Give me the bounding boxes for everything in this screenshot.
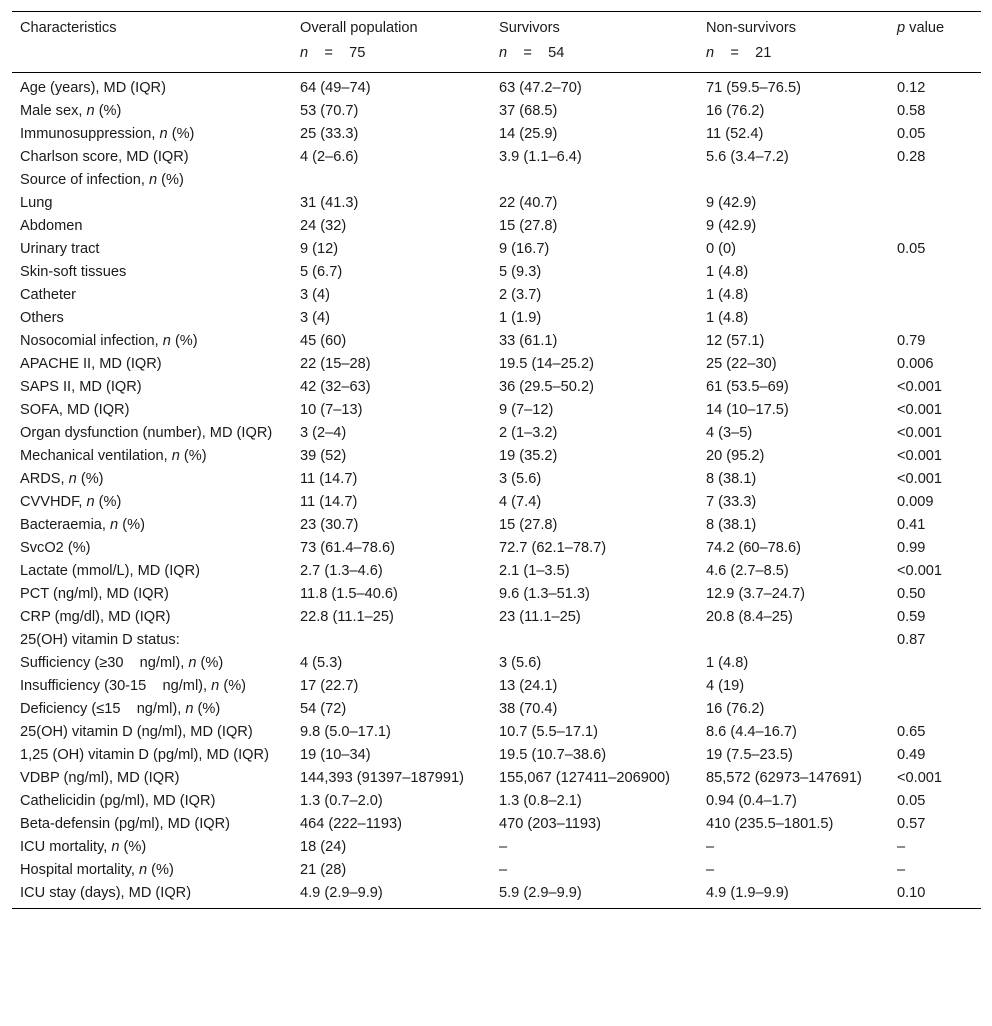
row-label-unit: (%) [193, 701, 221, 717]
cell-nonsurvivors: 12.9 (3.7–24.7) [706, 586, 805, 602]
row-label-unit: (%) [219, 678, 247, 694]
cell-nonsurvivors: 410 (235.5–1801.5) [706, 816, 834, 832]
cell-nonsurvivors: 20 (95.2) [706, 448, 765, 464]
row-label: Others [20, 310, 64, 326]
row-label [12, 100, 292, 123]
cell-p-value: 0.10 [889, 882, 981, 909]
table-row [12, 813, 981, 836]
table-row [12, 583, 981, 606]
header-characteristics: Characteristics [12, 12, 292, 45]
cell-overall: 31 (41.3) [300, 195, 359, 211]
header-p-text: value [905, 20, 945, 36]
cell-survivors: 15 (27.8) [499, 517, 558, 533]
cell-survivors: 5 (9.3) [499, 264, 542, 280]
cell-nonsurvivors: – [706, 862, 715, 878]
cell-p-value: – [897, 839, 906, 855]
cell-p-value: 0.65 [897, 724, 926, 740]
row-label: ICU stay (days), MD (IQR) [12, 882, 292, 909]
cell-survivors: 72.7 (62.1–78.7) [499, 540, 607, 556]
cell-overall: 45 (60) [300, 333, 347, 349]
n-value-survivors: 54 [548, 45, 565, 61]
table-row [12, 123, 981, 146]
cell-nonsurvivors: 5.6 (3.4–7.2) [706, 149, 789, 165]
table-row [12, 744, 981, 767]
row-label-n-symbol: n [86, 103, 95, 119]
row-label [12, 330, 292, 353]
row-label-unit: (%) [118, 517, 145, 533]
cell-nonsurvivors: 20.8 (8.4–25) [706, 609, 793, 625]
cell-p-value: 0.05 [897, 793, 926, 809]
row-label: Beta-defensin (pg/ml), MD (IQR) [20, 816, 231, 832]
cell-survivors: 470 (203–1193) [499, 816, 601, 832]
cell-nonsurvivors: 1 (4.8) [706, 287, 749, 303]
cell-nonsurvivors: 4.9 (1.9–9.9) [698, 882, 889, 909]
n-value-overall: 75 [349, 45, 366, 61]
cell-p-value [889, 284, 981, 307]
cell-overall: 10 (7–13) [300, 402, 363, 418]
row-label-unit: (%) [157, 172, 184, 188]
row-label [12, 169, 292, 192]
cell-p-value: <0.001 [897, 425, 943, 441]
row-label-n-symbol: n [111, 839, 120, 855]
cell-overall: 54 (72) [300, 701, 347, 717]
cell-survivors: 19 (35.2) [499, 448, 558, 464]
cell-nonsurvivors: 9 (42.9) [706, 195, 757, 211]
cell-p-value: 0.99 [897, 540, 926, 556]
row-label-n-symbol: n [162, 333, 171, 349]
table-row [12, 73, 981, 101]
n-equals: = [308, 45, 350, 61]
cell-nonsurvivors [698, 169, 889, 192]
cell-overall: 2.7 (1.3–4.6) [300, 563, 383, 579]
cell-overall: 24 (32) [300, 218, 347, 234]
row-label [12, 698, 292, 721]
table-row [12, 606, 981, 629]
row-label-unit: (%) [147, 862, 174, 878]
cell-nonsurvivors: 8 (38.1) [706, 517, 757, 533]
table-row [12, 422, 981, 445]
cell-p-value: <0.001 [897, 471, 943, 487]
row-label-unit: (%) [94, 494, 122, 510]
cell-nonsurvivors: 16 (76.2) [706, 103, 765, 119]
cell-overall: 64 (49–74) [300, 80, 371, 96]
header-n-empty [12, 44, 292, 73]
cell-p-value [889, 261, 981, 284]
cell-p-value: 0.50 [897, 586, 926, 602]
cell-overall: 11 (14.7) [300, 471, 358, 487]
row-label-n-symbol: n [188, 655, 197, 671]
cell-nonsurvivors: 19 (7.5–23.5) [706, 747, 793, 763]
cell-survivors: 3 (5.6) [499, 655, 542, 671]
row-label-n-symbol: n [110, 517, 119, 533]
cell-overall: 17 (22.7) [300, 678, 359, 694]
cell-p-value [889, 192, 981, 215]
table-row [12, 353, 981, 376]
cell-overall: 18 (24) [300, 839, 347, 855]
cell-nonsurvivors: 0 (0) [706, 241, 737, 257]
cell-nonsurvivors: 4 (3–5) [706, 425, 753, 441]
row-label-unit: (%) [94, 103, 122, 119]
cell-nonsurvivors: 1 (4.8) [706, 655, 749, 671]
row-label: 25(OH) vitamin D (ng/ml), MD (IQR) [20, 724, 253, 740]
cell-overall: 22.8 (11.1–25) [300, 609, 394, 625]
cell-p-value: 0.12 [897, 80, 926, 96]
cell-p-value: <0.001 [897, 448, 943, 464]
row-label-unit: (%) [196, 655, 224, 671]
cell-nonsurvivors: 11 (52.4) [706, 126, 764, 142]
cell-p-value: 0.49 [897, 747, 926, 763]
row-label-n-symbol: n [138, 862, 148, 878]
row-label-text: Male sex, [20, 103, 87, 119]
cell-survivors: 1.3 (0.8–2.1) [499, 793, 582, 809]
cell-overall: 11.8 (1.5–40.6) [300, 586, 398, 602]
cell-p-value: 0.57 [897, 816, 926, 832]
table-row [12, 192, 981, 215]
cell-overall: 21 (28) [300, 862, 347, 878]
table-row [12, 399, 981, 422]
row-label-n-symbol: n [211, 678, 220, 694]
row-label: SvcO2 (%) [20, 540, 91, 556]
table-row [12, 169, 981, 192]
header-n-nonsurvivors [698, 44, 889, 73]
cell-overall: 4 (2–6.6) [300, 149, 359, 165]
n-equals: = [507, 45, 549, 61]
cell-nonsurvivors: 0.94 (0.4–1.7) [706, 793, 797, 809]
cell-survivors: 38 (70.4) [499, 701, 558, 717]
cell-overall: 3 (2–4) [300, 425, 347, 441]
cell-overall: 22 (15–28) [300, 356, 371, 372]
row-label-n-symbol: n [159, 126, 168, 142]
row-label-text: CVVHDF, [20, 494, 87, 510]
row-label-n-symbol: n [171, 448, 180, 464]
cell-nonsurvivors [698, 629, 889, 652]
cell-survivors: 14 (25.9) [499, 126, 558, 142]
cell-overall: 23 (30.7) [300, 517, 359, 533]
row-label-unit: (%) [179, 448, 207, 464]
row-label [12, 675, 292, 698]
row-label: Urinary tract [20, 241, 100, 257]
cell-survivors: – [499, 862, 508, 878]
cell-nonsurvivors: – [706, 839, 715, 855]
row-label: Skin-soft tissues [20, 264, 127, 280]
row-label: Charlson score, MD (IQR) [20, 149, 189, 165]
cell-overall: 53 (70.7) [300, 103, 359, 119]
cell-nonsurvivors: 16 (76.2) [706, 701, 765, 717]
row-label: CRP (mg/dl), MD (IQR) [20, 609, 171, 625]
row-label: APACHE II, MD (IQR) [20, 356, 162, 372]
row-label [12, 123, 292, 146]
table-row [12, 560, 981, 583]
row-label: Lactate (mmol/L), MD (IQR) [20, 563, 201, 579]
cell-p-value: 0.006 [897, 356, 934, 372]
header-row [12, 12, 981, 45]
cell-p-value [889, 307, 981, 330]
cell-p-value [889, 652, 981, 675]
cell-nonsurvivors: 71 (59.5–76.5) [706, 80, 801, 96]
cell-survivors: 2 (3.7) [499, 287, 542, 303]
table-row [12, 698, 981, 721]
cell-nonsurvivors: 7 (33.3) [706, 494, 757, 510]
cell-survivors [491, 169, 698, 192]
row-label: Organ dysfunction (number), MD (IQR) [20, 425, 273, 441]
cell-nonsurvivors: 4 (19) [706, 678, 745, 694]
cell-overall [292, 169, 491, 192]
cell-nonsurvivors: 12 (57.1) [706, 333, 765, 349]
cell-survivors: 155,067 (127411–206900) [499, 770, 670, 786]
row-label [12, 514, 292, 537]
table-row [12, 836, 981, 859]
table-row [12, 238, 981, 261]
row-label-unit: (%) [170, 333, 198, 349]
row-label [12, 836, 292, 859]
row-label: Lung [20, 195, 53, 211]
table-row [12, 882, 981, 909]
row-label-text: Immunosuppression, [20, 126, 160, 142]
cell-overall: 5 (6.7) [300, 264, 343, 280]
table-row [12, 100, 981, 123]
row-label-text: Insufficiency (30-15 ng/ml), [20, 678, 212, 694]
cell-overall: 25 (33.3) [300, 126, 359, 142]
cell-survivors: 2.1 (1–3.5) [499, 563, 570, 579]
cell-overall: 4 (5.3) [300, 655, 343, 671]
table-row [12, 261, 981, 284]
table-row [12, 629, 981, 652]
row-label-text: Source of infection, [20, 172, 149, 188]
table-header [12, 12, 981, 73]
cell-nonsurvivors: 9 (42.9) [706, 218, 757, 234]
cell-overall: 3 (4) [300, 287, 331, 303]
row-label [12, 445, 292, 468]
row-label: Cathelicidin (pg/ml), MD (IQR) [20, 793, 216, 809]
row-label-text: Nosocomial infection, [20, 333, 163, 349]
cell-p-value [889, 215, 981, 238]
header-p-value [889, 12, 981, 45]
cell-survivors [491, 629, 698, 652]
row-label: PCT (ng/ml), MD (IQR) [20, 586, 169, 602]
cell-p-value: – [897, 862, 906, 878]
row-label: Catheter [20, 287, 76, 303]
header-nonsurvivors: Non-survivors [698, 12, 889, 45]
cell-overall: 3 (4) [300, 310, 331, 326]
row-label: Abdomen [20, 218, 83, 234]
cell-p-value: 0.28 [897, 149, 926, 165]
cell-overall: 39 (52) [300, 448, 347, 464]
row-label-text: Mechanical ventilation, [20, 448, 172, 464]
header-overall: Overall population [292, 12, 491, 45]
table-row [12, 307, 981, 330]
cell-overall: 9.8 (5.0–17.1) [300, 724, 391, 740]
cell-p-value [889, 169, 981, 192]
table-row [12, 721, 981, 744]
cell-survivors: 9.6 (1.3–51.3) [499, 586, 590, 602]
row-label-unit: (%) [76, 471, 104, 487]
cell-survivors: 9 (16.7) [499, 241, 550, 257]
header-n-survivors [491, 44, 698, 73]
row-label-n-symbol: n [185, 701, 194, 717]
row-label [12, 491, 292, 514]
header-n-row [12, 44, 981, 73]
cell-nonsurvivors: 61 (53.5–69) [706, 379, 789, 395]
row-label [12, 859, 292, 882]
cell-survivors: 9 (7–12) [499, 402, 554, 418]
table-row [12, 537, 981, 560]
row-label-n-symbol: n [86, 494, 95, 510]
cell-survivors: 3 (5.6) [499, 471, 542, 487]
cell-p-value: 0.05 [897, 241, 926, 257]
cell-nonsurvivors: 8 (38.1) [706, 471, 757, 487]
cell-overall: 42 (32–63) [300, 379, 371, 395]
cell-survivors: 13 (24.1) [499, 678, 558, 694]
row-label-text: Deficiency (≤15 ng/ml), [20, 701, 186, 717]
cell-p-value: <0.001 [897, 770, 943, 786]
header-n-p-empty [889, 44, 981, 73]
header-survivors: Survivors [491, 12, 698, 45]
header-p-symbol: p [897, 20, 906, 36]
cell-p-value: 0.41 [897, 517, 926, 533]
cell-overall: 144,393 (91397–187991) [300, 770, 464, 786]
table-row [12, 652, 981, 675]
row-label: VDBP (ng/ml), MD (IQR) [20, 770, 180, 786]
table-row [12, 767, 981, 790]
row-label-unit: (%) [167, 126, 195, 142]
row-label-text: Sufficiency (≥30 ng/ml), [20, 655, 189, 671]
row-label: Age (years), MD (IQR) [20, 80, 166, 96]
cell-overall [292, 629, 491, 652]
table-row [12, 445, 981, 468]
characteristics-table [12, 11, 981, 909]
cell-survivors: 22 (40.7) [499, 195, 558, 211]
cell-p-value: 0.009 [897, 494, 934, 510]
row-label: SAPS II, MD (IQR) [20, 379, 142, 395]
n-equals: = [714, 45, 756, 61]
cell-overall: 9 (12) [300, 241, 339, 257]
cell-survivors: 15 (27.8) [499, 218, 558, 234]
cell-survivors: 5.9 (2.9–9.9) [491, 882, 698, 909]
cell-p-value: <0.001 [897, 379, 943, 395]
cell-nonsurvivors: 25 (22–30) [706, 356, 777, 372]
cell-survivors: 1 (1.9) [499, 310, 542, 326]
table-row [12, 146, 981, 169]
cell-p-value: <0.001 [897, 402, 943, 418]
table-row [12, 330, 981, 353]
cell-nonsurvivors: 14 (10–17.5) [706, 402, 789, 418]
table-row [12, 284, 981, 307]
row-label: 1,25 (OH) vitamin D (pg/ml), MD (IQR) [20, 747, 269, 763]
table-row [12, 859, 981, 882]
cell-overall: 11 (14.7) [300, 494, 358, 510]
row-label-text: Hospital mortality, [20, 862, 139, 878]
cell-survivors: 4 (7.4) [499, 494, 542, 510]
table-row [12, 376, 981, 399]
row-label [12, 468, 292, 491]
cell-survivors: 10.7 (5.5–17.1) [499, 724, 598, 740]
row-label-n-symbol: n [68, 471, 77, 487]
row-label [12, 652, 292, 675]
cell-p-value: 0.58 [897, 103, 926, 119]
row-label: 25(OH) vitamin D status: [20, 632, 180, 648]
cell-survivors: 2 (1–3.2) [499, 425, 558, 441]
cell-survivors: 19.5 (14–25.2) [499, 356, 594, 372]
cell-overall: 4.9 (2.9–9.9) [292, 882, 491, 909]
n-symbol: n [300, 45, 309, 61]
cell-nonsurvivors: 1 (4.8) [706, 310, 749, 326]
table-body [12, 73, 981, 909]
n-symbol: n [706, 45, 715, 61]
header-n-overall [292, 44, 491, 73]
cell-nonsurvivors: 4.6 (2.7–8.5) [706, 563, 789, 579]
table-row [12, 491, 981, 514]
cell-overall: 73 (61.4–78.6) [300, 540, 395, 556]
table-row [12, 514, 981, 537]
cell-survivors: – [499, 839, 508, 855]
cell-p-value [889, 698, 981, 721]
table-row [12, 790, 981, 813]
row-label-unit: (%) [119, 839, 147, 855]
row-label-text: ARDS, [20, 471, 69, 487]
cell-survivors: 19.5 (10.7–38.6) [499, 747, 607, 763]
cell-overall: 464 (222–1193) [300, 816, 402, 832]
cell-p-value: 0.05 [897, 126, 926, 142]
cell-nonsurvivors: 74.2 (60–78.6) [706, 540, 801, 556]
table-row [12, 215, 981, 238]
table-row [12, 468, 981, 491]
row-label-n-symbol: n [149, 172, 158, 188]
cell-nonsurvivors: 8.6 (4.4–16.7) [706, 724, 797, 740]
cell-survivors: 37 (68.5) [499, 103, 558, 119]
n-value-nonsurvivors: 21 [755, 45, 772, 61]
cell-p-value: 0.79 [897, 333, 926, 349]
row-label-text: ICU mortality, [20, 839, 112, 855]
row-label-text: Bacteraemia, [20, 517, 111, 533]
row-label: SOFA, MD (IQR) [20, 402, 130, 418]
cell-nonsurvivors: 1 (4.8) [706, 264, 749, 280]
cell-survivors: 3.9 (1.1–6.4) [499, 149, 582, 165]
cell-survivors: 23 (11.1–25) [499, 609, 581, 625]
table-row [12, 675, 981, 698]
cell-nonsurvivors: 85,572 (62973–147691) [706, 770, 862, 786]
cell-overall: 19 (10–34) [300, 747, 371, 763]
cell-survivors: 33 (61.1) [499, 333, 558, 349]
cell-p-value: 0.59 [897, 609, 926, 625]
cell-p-value: <0.001 [897, 563, 943, 579]
cell-p-value [889, 675, 981, 698]
n-symbol: n [499, 45, 508, 61]
cell-overall: 1.3 (0.7–2.0) [300, 793, 383, 809]
cell-survivors: 63 (47.2–70) [499, 80, 582, 96]
cell-p-value: 0.87 [897, 632, 926, 648]
cell-survivors: 36 (29.5–50.2) [499, 379, 594, 395]
